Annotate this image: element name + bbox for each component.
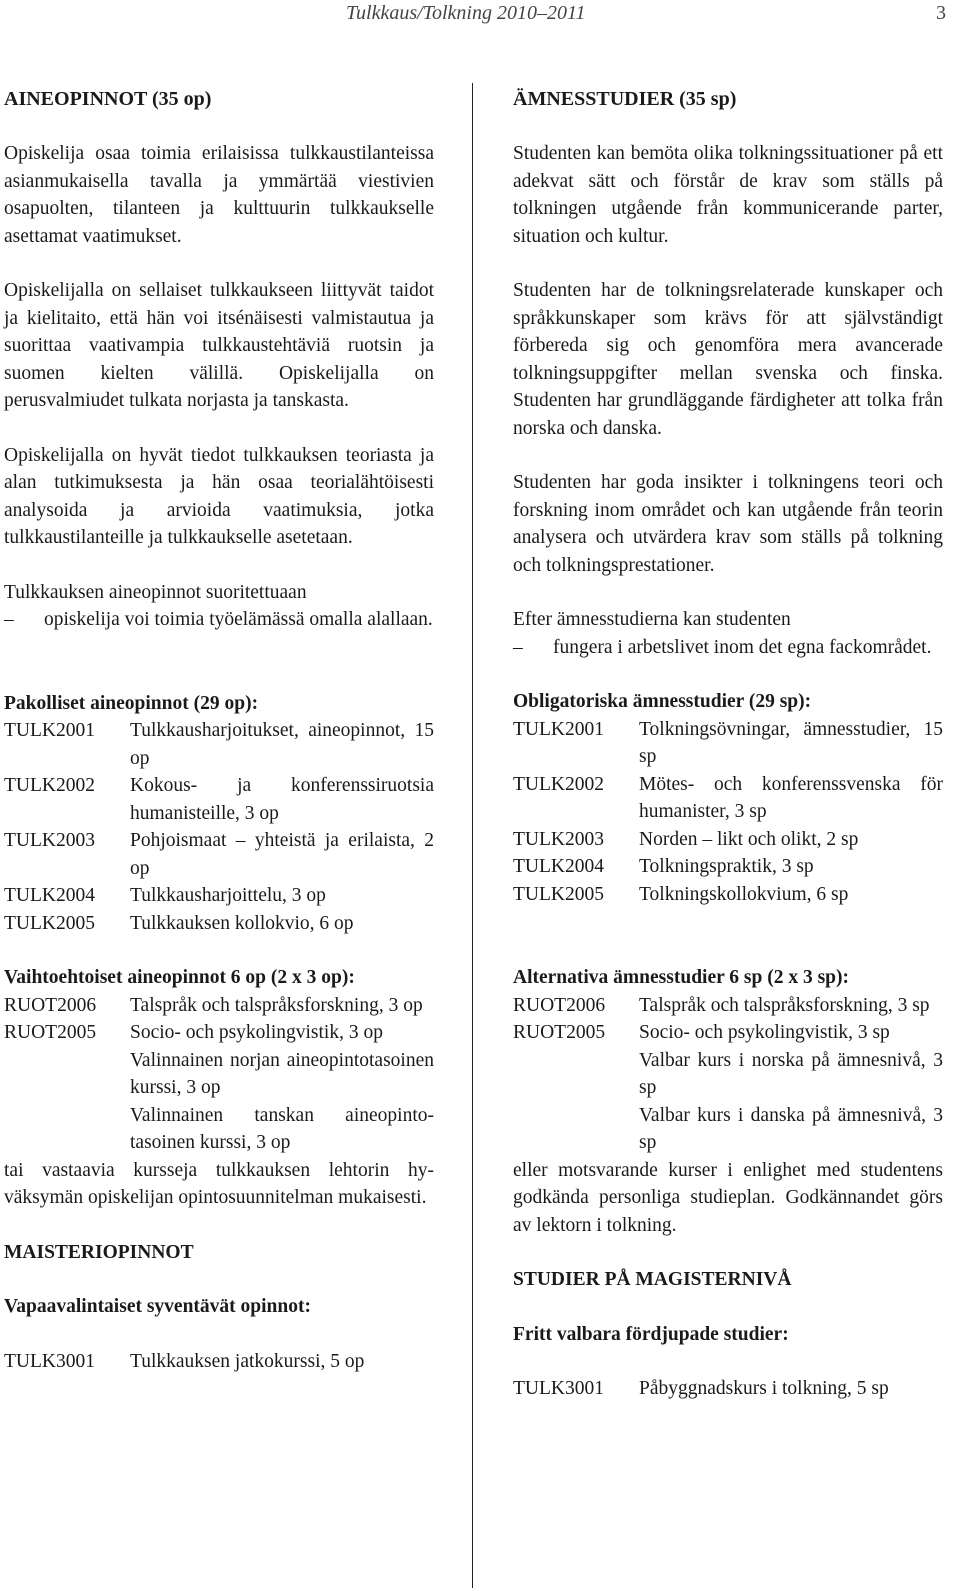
paragraph: Studenten kan bemöta olika tolkningssituationer på ett adekvat sätt och förstår de krav som ställs på tolkningen utgående från kommunicerande parter, situation och kultur. [513, 143, 943, 247]
course-name: Norden – likt och olikt, 2 sp [639, 828, 859, 850]
course-list [4, 992, 434, 1157]
dash-bullet: – [513, 636, 523, 658]
paragraph: Studenten har goda insikter i tolkningens teori och forskning inom området och kan utgående från teorin analysera och utvärdera krav som ställs på tolkning och tolkningsprestationer. [513, 472, 943, 576]
subsection-heading: Alternativa ämnesstudier 6 sp (2 x 3 sp): [513, 967, 850, 988]
course-row [4, 1019, 434, 1047]
course-code [4, 1102, 130, 1157]
list-item [4, 606, 434, 634]
course-row [513, 1102, 943, 1157]
list-item [513, 634, 943, 662]
course-row [4, 992, 434, 1020]
course-code: RUOT2006 [513, 994, 606, 1016]
course-name: Valinnainen norjan aineopintotasoinen kurssi, 3 op [130, 1049, 434, 1098]
course-name: Tolkningsövningar, ämnesstudier, 15 sp [639, 718, 943, 767]
course-row [4, 717, 434, 772]
subsection-heading: Obligatoriska ämnesstudier (29 sp): [513, 691, 812, 712]
course-code: TULK2001 [513, 718, 604, 740]
course-code: TULK2002 [513, 773, 604, 795]
column-swedish [513, 85, 943, 1403]
course-code: RUOT2005 [4, 1022, 97, 1043]
list-item-text: opiskelija voi toimia työelämässä omalla alallaan. [44, 609, 433, 630]
course-row [513, 1375, 943, 1403]
course-code: TULK2002 [4, 775, 95, 796]
list-item-text: fungera i arbetslivet inom det egna fackområdet. [553, 636, 932, 658]
course-row [4, 772, 434, 827]
column-finnish [4, 85, 434, 1375]
section-heading: MAISTERIOPINNOT [4, 1241, 194, 1263]
course-list [513, 716, 943, 909]
course-name: Påbyggnadskurs i tolkning, 5 sp [639, 1378, 889, 1399]
course-name: Socio- och psykolingvistik, 3 sp [639, 1022, 890, 1043]
paragraph: Studenten har de tolkningsrelaterade kunskaper och språkkunskaper som krävs för att självständigt förbereda sig och genomföra mera avancerade tolkningsuppgifter mellan svenska och finska. Studenten har grundläggande färdigheter att tolka från norska och danska. [513, 280, 943, 439]
outcome-intro: Efter ämnesstudierna kan studenten [513, 609, 791, 630]
section-heading: STUDIER PÅ MAGISTERNIVÅ [513, 1269, 792, 1290]
course-row [513, 826, 943, 854]
course-row [4, 1047, 434, 1102]
course-name: Valbar kurs i norska på ämnesnivå, 3 sp [639, 1049, 943, 1098]
course-row [4, 1102, 434, 1157]
paragraph: Opiskelijalla on hyvät tiedot tulkkauksen teoriasta ja alan tutkimuksesta ja hän osaa teorialähtöisesti analysoida ja arvioida vaatimuksia, jotka tulkkaustilanteille ja tulkkaukselle asetetaan. [4, 444, 434, 548]
page-header [0, 0, 960, 26]
course-code [513, 1102, 639, 1157]
subsection-heading: Vaihtoehtoiset aineopinnot 6 op (2 x 3 op): [4, 967, 355, 988]
section-heading: ÄMNESSTUDIER (35 sp) [513, 88, 737, 110]
course-row [513, 771, 943, 826]
course-row [513, 1047, 943, 1102]
section-heading: AINEOPINNOT (35 op) [4, 88, 212, 110]
course-name: Tolkningspraktik, 3 sp [639, 856, 814, 877]
column-divider [472, 83, 473, 1588]
course-row [513, 881, 943, 909]
course-name: Talspråk och talspråksforskning, 3 sp [639, 994, 930, 1016]
course-name: Talspråk och talspråksforskning, 3 op [130, 994, 423, 1016]
subsection-heading: Fritt valbara fördjupade studier: [513, 1323, 789, 1345]
course-code [513, 1047, 639, 1102]
course-code: TULK2003 [4, 830, 95, 851]
course-list [513, 992, 943, 1157]
course-code: RUOT2006 [4, 994, 97, 1016]
page-number: 3 [936, 2, 946, 24]
subsection-heading: Vapaavalintaiset syventävät opinnot: [4, 1296, 311, 1317]
course-list [4, 717, 434, 937]
course-row [4, 1348, 434, 1376]
course-name: Tolkningskollokvium, 6 sp [639, 883, 849, 905]
running-title: Tulkkaus/Tolkning 2010–2011 [346, 2, 586, 24]
course-code: TULK3001 [4, 1350, 95, 1372]
course-name: Socio- och psykolingvistik, 3 op [130, 1022, 383, 1043]
course-code [4, 1047, 130, 1102]
course-code: TULK2001 [4, 720, 95, 741]
course-row [513, 716, 943, 771]
course-name: Tulkkausharjoittelu, 3 op [130, 885, 326, 906]
dash-bullet: – [4, 609, 14, 630]
course-code: TULK2003 [513, 828, 604, 850]
course-name: Tulkkausharjoitukset, aineopinnot, 15 op [130, 720, 434, 769]
course-code: TULK3001 [513, 1378, 604, 1399]
course-name: Kokous- ja konferenssiruotsia humanisteille, 3 op [130, 775, 434, 824]
course-row [513, 992, 943, 1020]
paragraph: Opiskelijalla on sellaiset tulkkaukseen liittyvät taidot ja kielitaito, että hän voi itsénäisesti valmistautua ja suorittaa vaativampia tulkkaustehtäviä ruotsin ja suomen kielten välillä. Opiskelijalla on perusvalmiudet tulkata norjasta ja tanskasta. [4, 280, 434, 411]
course-code: TULK2005 [513, 883, 604, 905]
course-name: Mötes- och konferenssvenska för humanister, 3 sp [639, 773, 943, 822]
subsection-heading: Pakolliset aineopinnot (29 op): [4, 692, 259, 714]
paragraph: tai vastaavia kursseja tulkkauksen lehtorin hyväksymän opiskelijan opintosuunnitelman mukaisesti. [4, 1159, 434, 1208]
course-row [4, 910, 434, 938]
paragraph: Opiskelija osaa toimia erilaisissa tulkkaustilanteissa asianmukaisella tavalla ja ymmärtää viestivien osapuolten, tilanteen ja kulttuurin tulkkaukselle asettamat vaatimukset. [4, 143, 434, 247]
course-row [4, 827, 434, 882]
course-name: Pohjoismaat – yhteistä ja erilaista, 2 op [130, 830, 434, 879]
outcome-intro: Tulkkauksen aineopinnot suoritettuaan [4, 581, 307, 603]
course-code: TULK2004 [513, 856, 604, 877]
paragraph: eller motsvarande kurser i enlighet med studentens godkända personliga studieplan. Godkännandet görs av lektorn i tolkning. [513, 1159, 943, 1236]
course-name: Valbar kurs i danska på ämnesnivå, 3 sp [639, 1104, 943, 1153]
course-name: Tulkkauksen kollokvio, 6 op [130, 912, 354, 934]
course-code: TULK2004 [4, 885, 95, 906]
course-row [513, 853, 943, 881]
course-row [4, 882, 434, 910]
course-row [513, 1019, 943, 1047]
course-name: Tulkkauksen jatkokurssi, 5 op [130, 1350, 365, 1372]
course-name: Valinnainen tanskan aineopintotasoinen kurssi, 3 op [130, 1104, 434, 1153]
course-code: TULK2005 [4, 912, 95, 934]
course-code: RUOT2005 [513, 1022, 606, 1043]
